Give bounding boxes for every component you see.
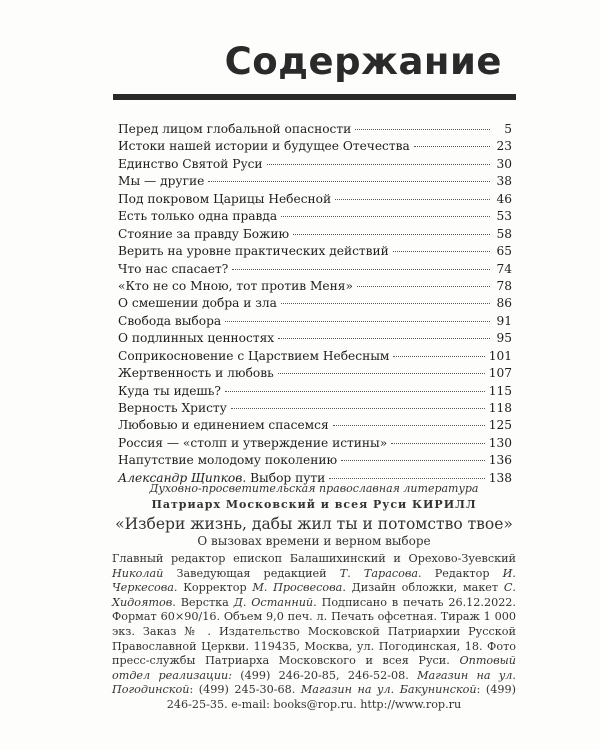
imprint-text: [112, 552, 516, 713]
toc-entry: [118, 209, 512, 226]
toc-entry-title-text: Единство Святой Руси: [118, 156, 263, 171]
imprint-part: . Корректор: [173, 581, 253, 595]
toc-entry-title: [118, 192, 331, 206]
toc-entry-title-text: Россия — «столп и утверждение истины»: [118, 435, 388, 450]
dot-leader: [335, 199, 490, 200]
dot-leader: [281, 216, 490, 217]
imprint-italic: Т. Тарасова: [339, 566, 419, 580]
toc-entry-page: 125: [488, 418, 512, 433]
imprint-italic: Магазин на ул. Бакунинской: [300, 683, 477, 697]
toc-entry-title-text: Напутствие молодому поколению: [118, 453, 338, 468]
author: Патриарх Московский и всея Руси КИРИЛЛ: [151, 498, 477, 511]
toc-entry-title: [118, 209, 277, 223]
imprint-italic: Магазин на ул. Погодинской: [112, 668, 516, 697]
dot-leader: [278, 373, 485, 374]
imprint-italic: М. Просвесова: [252, 581, 343, 595]
toc-entry-title: [118, 349, 389, 363]
toc-entry: [118, 453, 512, 470]
imprint-part: Главный редактор епископ Балашихинский и Орехово-Зуевский: [112, 552, 516, 565]
dot-leader: [232, 269, 490, 270]
toc-entry-title-text: Верить на уровне практических действий: [118, 244, 389, 259]
toc-entry-page: 46: [496, 191, 512, 206]
dot-leader: [391, 443, 485, 444]
toc-entry-title: [118, 384, 221, 398]
dot-leader: [329, 478, 484, 479]
imprint-part: : (499) 245-30-68.: [189, 683, 301, 697]
toc-entry-title: [118, 262, 228, 276]
toc-entry-page: 138: [488, 470, 512, 485]
toc-entry-title-text: Перед лицом глобальной опасности: [118, 122, 352, 136]
toc-entry-title: [118, 139, 410, 153]
dot-leader: [341, 460, 485, 461]
toc-entry: [118, 227, 512, 244]
toc-entry-page: 95: [496, 331, 512, 346]
toc-entry: [118, 262, 512, 279]
toc-entry-page: 86: [496, 296, 512, 311]
toc-entry: [118, 157, 512, 174]
toc-entry-title-text: Жертвенность и любовь: [118, 366, 274, 381]
toc-entry-title: [118, 331, 274, 345]
toc-entry: [118, 401, 512, 418]
toc-entry-page: 91: [496, 313, 512, 328]
toc-entry: [118, 314, 512, 331]
imprint-part: . Подписано в печать 26.12.2022. Формат 60×90/16. Объем 9,0 печ. л. Печать офсетная. Тираж 1 000 экз. Заказ № . Издательство Московской Патриархии Русской Православной Церкви. 119435, Москва, ул. Погодинская, 18. Фото пресс-службы Патриарха Московского и всея Руси.: [112, 595, 516, 668]
toc-entry: [118, 384, 512, 401]
toc-entry-page: 38: [496, 174, 512, 189]
toc-entry-title: [118, 244, 389, 258]
toc-entry: [118, 366, 512, 383]
dot-leader: [357, 286, 490, 287]
imprint-part: : (499) 246-25-35. e-mail: books@rop.ru. http://www.rop.ru: [166, 683, 516, 711]
imprint: [112, 482, 516, 713]
dot-leader: [225, 321, 490, 322]
toc-entry: [118, 296, 512, 313]
toc-entry-title-text: Истоки нашей истории и будущее Отечества: [118, 139, 410, 154]
toc-entry-page: 53: [496, 209, 512, 224]
toc-entry-title-text: О подлинных ценностях: [118, 331, 275, 346]
imprint-part: Заведующая редакцией: [163, 566, 340, 580]
imprint-italic: С. Хидоятов: [112, 581, 516, 609]
toc-entry-title: [118, 314, 221, 328]
dot-leader: [393, 251, 490, 252]
toc-entry-page: 23: [496, 139, 512, 154]
toc-entry-title: [118, 279, 353, 293]
dot-leader: [393, 356, 484, 357]
imprint-italic: Д. Останний: [233, 595, 314, 609]
toc-entry: [118, 244, 512, 261]
toc-entry-page: 107: [488, 366, 512, 381]
title-rule: [113, 94, 516, 100]
toc-entry-page: 30: [496, 156, 512, 171]
toc-entry-title-text: Куда ты идешь?: [118, 383, 221, 398]
toc-entry: [118, 436, 512, 453]
toc-entry-title-text: «Кто не со Мною, тот против Меня»: [118, 278, 353, 293]
toc-entry-page: 118: [488, 401, 512, 415]
dot-leader: [355, 129, 490, 130]
toc-entry: [118, 331, 512, 348]
dot-leader: [278, 338, 490, 339]
toc-entry: [118, 174, 512, 191]
series-label: Духовно-просветительская православная литература: [149, 482, 479, 495]
toc-entry-author: Александр Щипков.: [118, 470, 247, 485]
toc-entry-title-text: Есть только одна правда: [118, 209, 278, 224]
toc-entry-title-text: Под покровом Царицы Небесной: [118, 191, 332, 206]
dot-leader: [267, 164, 490, 165]
toc-entry-title: [118, 401, 227, 415]
toc-entry: [118, 139, 512, 156]
dot-leader: [231, 408, 485, 409]
toc-entry-page: 101: [488, 348, 512, 363]
toc-entry: [118, 349, 512, 366]
toc-entry-title-text: Что нас спасает?: [118, 261, 229, 276]
book-title: «Избери жизнь, дабы жил ты и потомство твое»: [115, 515, 513, 533]
toc-entry-page: 136: [488, 453, 512, 468]
page-title: Содержание: [224, 40, 502, 83]
toc-entry-title: [118, 436, 387, 450]
book-subtitle: О вызовах времени и верном выборе: [197, 534, 431, 548]
toc-entry-title-text: Стояние за правду Божию: [118, 226, 290, 241]
toc-entry-title-text: Свобода выбора: [118, 313, 222, 328]
toc-entry-title: [118, 296, 277, 310]
toc-entry: [118, 279, 512, 296]
dot-leader: [333, 425, 485, 426]
toc-entry-page: 115: [488, 383, 512, 398]
toc-entry: [118, 192, 512, 209]
imprint-italic: И. Черкесова: [112, 566, 516, 595]
dot-leader: [208, 181, 490, 182]
toc-entry-title-text: О смешении добра и зла: [118, 296, 277, 311]
imprint-part: (499) 246-20-85, 246-52-08.: [232, 668, 418, 682]
toc-entry-title-text: Мы — другие: [118, 174, 205, 189]
toc-entry-title: [118, 174, 204, 188]
imprint-part: . Дизайн обложки, макет: [342, 581, 504, 595]
toc-entry-title: [118, 227, 289, 241]
toc-entry-title-text: Соприкосновение с Царствием Небесным: [118, 348, 390, 363]
imprint-italic: Николай: [112, 566, 164, 580]
dot-leader: [414, 146, 490, 147]
imprint-part: . Верстка: [172, 595, 234, 609]
toc-entry-title: [118, 366, 274, 380]
dot-leader: [293, 234, 490, 235]
toc-entry-title-text: Верность Христу: [118, 401, 227, 415]
toc-entry-page: 58: [496, 226, 512, 241]
toc-entry-page: 130: [488, 435, 512, 450]
dot-leader: [281, 303, 490, 304]
toc-entry-page: 5: [504, 122, 512, 136]
toc-entry-title: [118, 122, 351, 136]
toc-entry-title: [118, 157, 263, 171]
toc-entry-page: 65: [496, 244, 512, 259]
toc-entry-page: 78: [496, 278, 512, 293]
imprint-italic: Оптовый отдел реализации:: [112, 654, 516, 682]
toc-entry: [118, 418, 512, 435]
imprint-part: . Редактор: [418, 566, 503, 580]
toc-entry-title: [118, 453, 337, 467]
toc-entry-title: [118, 418, 329, 432]
toc-entry-page: 74: [496, 261, 512, 276]
dot-leader: [225, 391, 485, 392]
toc-entry: [118, 122, 512, 139]
toc-entry-title-text: Выбор пути: [246, 470, 326, 485]
toc-entry-title-text: Любовью и единением спасемся: [118, 418, 329, 433]
table-of-contents: [118, 122, 512, 488]
